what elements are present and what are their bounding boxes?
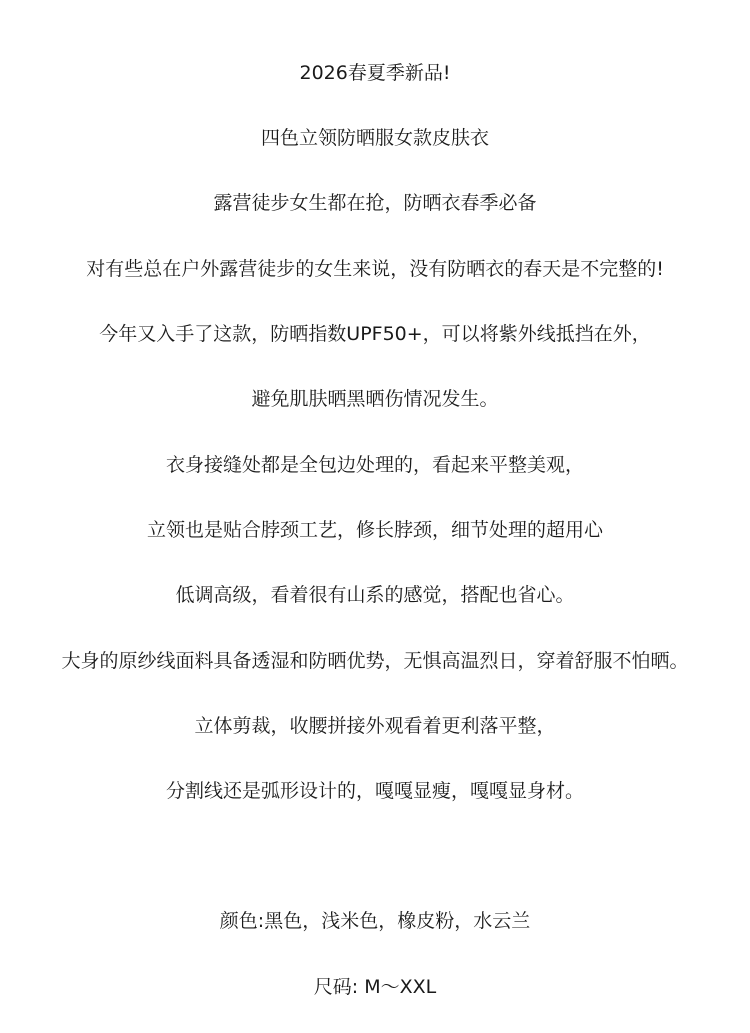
size-range: 尺码: M～XXL bbox=[313, 976, 437, 998]
description-line: 立领也是贴合脖颈工艺，修长脖颈，细节处理的超用心 bbox=[146, 519, 603, 541]
description-line: 避免肌肤晒黑晒伤情况发生。 bbox=[251, 388, 499, 410]
description-line: 衣身接缝处都是全包边处理的，看起来平整美观， bbox=[165, 454, 584, 476]
description-line: 低调高级，看着很有山系的感觉，搭配也省心。 bbox=[175, 584, 575, 606]
description-line: 今年又入手了这款，防晒指数UPF50+，可以将紫外线抵挡在外， bbox=[99, 323, 651, 345]
description-line: 立体剪裁，收腰拼接外观看着更利落平整， bbox=[194, 715, 556, 737]
description-line: 露营徒步女生都在抢，防晒衣春季必备 bbox=[213, 192, 537, 214]
description-line: 大身的原纱线面料具备透湿和防晒优势，无惧高温烈日，穿着舒服不怕晒。 bbox=[61, 650, 689, 672]
product-title: 四色立领防晒服女款皮肤衣 bbox=[260, 127, 489, 149]
headline-new-season: 2026春夏季新品! bbox=[299, 62, 451, 84]
color-options: 颜色:黑色，浅米色，橡皮粉，水云兰 bbox=[219, 910, 531, 932]
description-line: 分割线还是弧形设计的，嘎嘎显瘦，嘎嘎显身材。 bbox=[165, 780, 584, 802]
description-line: 对有些总在户外露营徒步的女生来说，没有防晒衣的春天是不完整的! bbox=[86, 258, 664, 280]
